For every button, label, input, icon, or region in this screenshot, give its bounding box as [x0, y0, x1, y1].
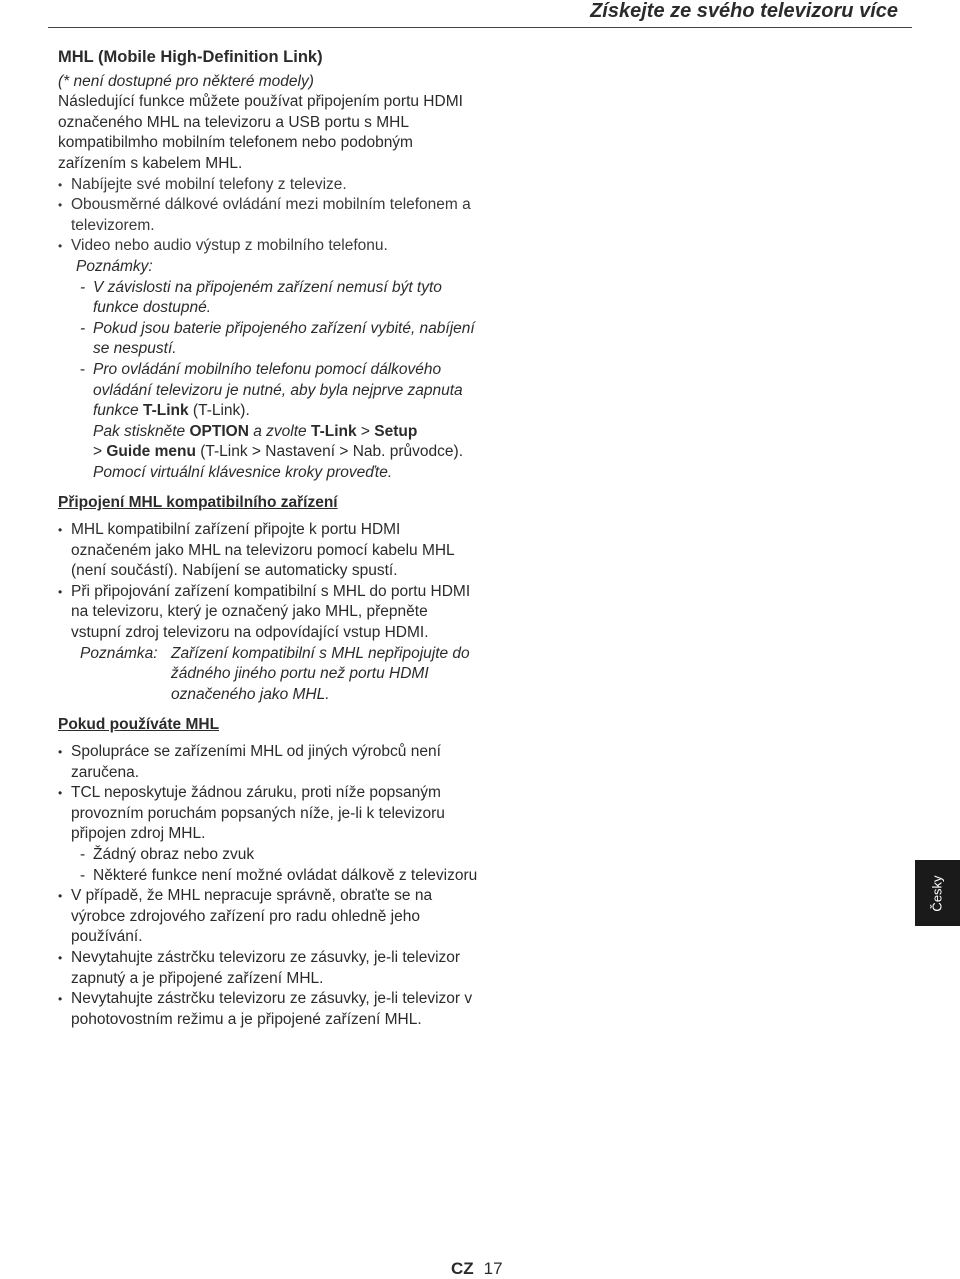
header-divider — [48, 27, 912, 28]
bullet-icon: • — [58, 786, 63, 801]
bullet-icon: • — [58, 950, 63, 965]
header-title: Získejte ze svého televizoru více — [590, 0, 898, 22]
mhl-intro: Následující funkce můžete používat připojením portu HDMI označeného MHL na televizoru a USB portu s MHL kompatibilmho mobilním telefonem nebo podobným zařízením s kabelem MHL. — [58, 93, 463, 172]
connect-note: Poznámka: Zařízení kompatibilní s MHL nepřipojujte do žádného jiného portu než portu HDMI označeného jako MHL. — [80, 644, 470, 703]
mhl-feature-list — [58, 175, 478, 257]
page-number: 17 — [483, 1259, 503, 1278]
list-item: • TCL neposkytuje žádnou záruku, proti níže popsaným provozním poruchám popsaných níže, je-li k televizoru připojen zdroj MHL. — [58, 783, 478, 845]
list-item: • Při připojování zařízení kompatibilní s MHL do portu HDMI na televizoru, který je označený jako MHL, přepněte vstupní zdroj televizoru na odpovídající vstup HDMI. — [58, 582, 478, 644]
main-content — [58, 47, 478, 1030]
bullet-icon: • — [58, 239, 63, 254]
list-item: • Nevytahujte zástrčku televizoru ze zásuvky, je-li televizor zapnutý a je připojené zařízení MHL. — [58, 948, 478, 989]
using-heading: Pokud používáte MHL — [58, 716, 220, 734]
list-item: • Spolupráce se zařízeními MHL od jiných výrobců není zaručena. — [58, 742, 478, 783]
mhl-heading: MHL (Mobile High-Definition Link) — [58, 48, 323, 66]
notes-label: Poznámky: — [76, 257, 153, 275]
connect-heading: Připojení MHL kompatibilního zařízení — [58, 494, 338, 512]
note-item: - V závislosti na připojeném zařízení nemusí být tyto funkce dostupné. — [80, 278, 442, 317]
note-item: - Pro ovládání mobilního telefonu pomocí dálkového ovládání televizoru je nutné, aby byla nejprve zapnuta funkce T-Link (T-Link). Pak stiskněte OPTION a zvolte T-Link > Setup > Guide menu (T-Link > Nastavení > Nab. průvodce). Pomocí virtuální klávesnice kroky proveďte. — [80, 360, 464, 481]
footer-lang: CZ — [451, 1259, 474, 1278]
bullet-icon: • — [58, 889, 63, 904]
problem-item: - Žádný obraz nebo zvuk — [80, 845, 255, 863]
bullet-icon: • — [58, 745, 63, 759]
bullet-icon: • — [58, 177, 63, 192]
language-tab-label: Česky — [930, 874, 945, 912]
bullet-icon: • — [58, 523, 63, 538]
list-item: • V případě, že MHL nepracuje správně, obraťte se na výrobce zdrojového zařízení pro radu ohledně jeho používání. — [58, 886, 478, 948]
list-item: • Video nebo audio výstup z mobilního telefonu. — [58, 236, 478, 257]
bullet-icon: • — [58, 584, 63, 599]
language-tab — [915, 860, 960, 926]
list-item: • MHL kompatibilní zařízení připojte k portu HDMI označeném jako MHL na televizoru pomocí kabelu MHL (není součástí). Nabíjení se automaticky spustí. — [58, 520, 478, 582]
bullet-icon: • — [58, 992, 63, 1007]
models-note: (* není dostupné pro některé modely) — [58, 72, 314, 90]
note-item: - Pokud jsou baterie připojeného zařízení vybité, nabíjení se nespustí. — [80, 319, 475, 358]
bullet-icon: • — [58, 198, 63, 213]
problem-item: - Některé funkce není možné ovládat dálkově z televizoru — [80, 866, 478, 884]
list-item: • Nabíjejte své mobilní telefony z televize. — [58, 175, 478, 196]
list-item: • Obousměrné dálkové ovládání mezi mobilním telefonem a televizorem. — [58, 195, 478, 236]
page-footer — [451, 1259, 503, 1279]
list-item: • Nevytahujte zástrčku televizoru ze zásuvky, je-li televizor v pohotovostním režimu a je připojené zařízení MHL. — [58, 989, 478, 1030]
